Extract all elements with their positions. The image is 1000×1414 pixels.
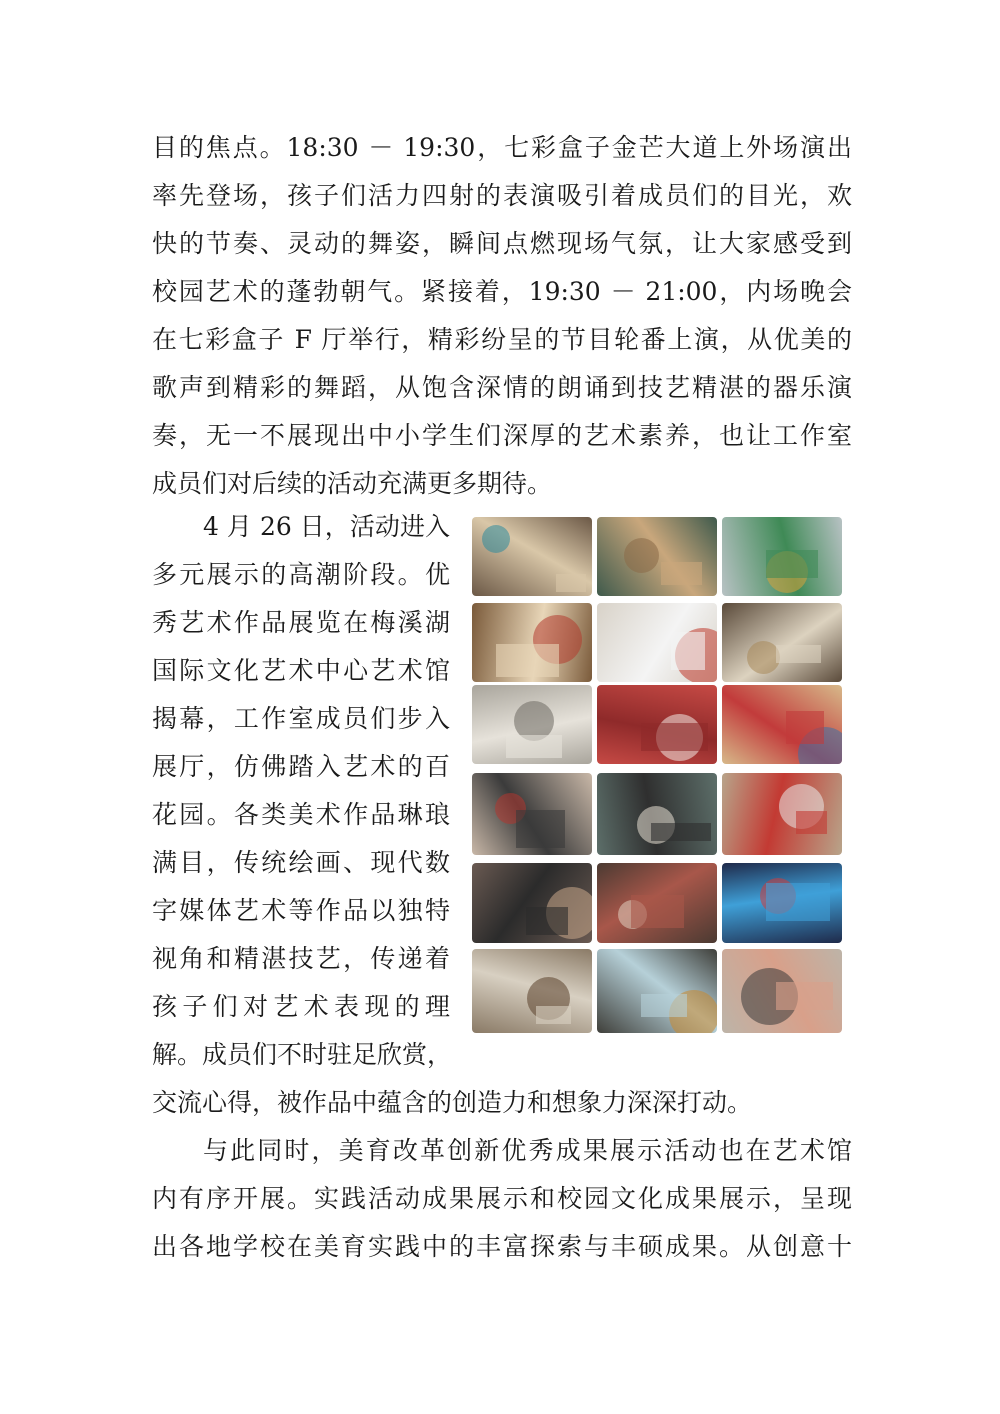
text-line: 快的节奏、灵动的舞姿，瞬间点燃现场气氛，让大家感受到: [152, 229, 852, 258]
craft-table-students-photo: [722, 773, 842, 855]
text-line: 花园。各类美术作品琳琅: [152, 800, 450, 829]
dragon-boat-model-photo: [722, 517, 842, 596]
visitors-conversation-photo: [722, 949, 842, 1033]
text-line: 成员们对后续的活动充满更多期待。: [152, 469, 553, 498]
led-screen-crowd-photo: [722, 863, 842, 943]
market-stall-crowd-photo: [597, 949, 717, 1033]
text-line: 国际文化艺术中心艺术馆: [152, 656, 450, 685]
text-line: 字媒体艺术等作品以独特: [152, 896, 450, 925]
exhibit-cabinet-photo: [472, 517, 592, 596]
photo-collage: [472, 517, 844, 1033]
text-line: 展厅，仿佛踏入艺术的百: [152, 752, 450, 781]
text-line: 校园艺术的蓬勃朝气。紧接着，19:30 － 21:00，内场晚会: [152, 277, 852, 306]
text-line: 率先登场，孩子们活力四射的表演吸引着成员们的目光，欢: [152, 181, 852, 210]
grand-hall-display-photo: [472, 949, 592, 1033]
text-line: 满目，传统绘画、现代数: [152, 848, 450, 877]
text-line: 视角和精湛技艺，传递着: [152, 944, 450, 973]
puppet-showcase-photo: [722, 685, 842, 764]
text-line: 内有序开展。实践活动成果展示和校园文化成果展示，呈现: [152, 1184, 852, 1213]
paper-art-wall-photo: [472, 685, 592, 764]
crowd-hall-photo: [472, 863, 592, 943]
text-line: 在七彩盒子 F 厅举行，精彩纷呈的节目轮番上演，从优美的: [152, 325, 852, 354]
woven-crafts-photo: [472, 603, 592, 682]
text-line: 秀艺术作品展览在梅溪湖: [152, 608, 450, 637]
pottery-display-photo: [722, 603, 842, 682]
text-line: 奏，无一不展现出中小学生们深厚的艺术素养，也让工作室: [152, 421, 852, 450]
women-viewing-crafts-photo: [597, 863, 717, 943]
text-line: 交流心得，被作品中蕴含的创造力和想象力深深打动。: [152, 1088, 753, 1117]
visitor-at-desk-photo: [597, 773, 717, 855]
clay-sculpture-photo: [597, 517, 717, 596]
text-line: 多元展示的高潮阶段。优: [152, 560, 450, 589]
text-line: 与此同时，美育改革创新优秀成果展示活动也在艺术馆: [203, 1136, 852, 1165]
visitors-red-board-photo: [472, 773, 592, 855]
red-exhibition-panel-photo: [597, 685, 717, 764]
text-line: 揭幕，工作室成员们步入: [152, 704, 450, 733]
text-line: 孩子们对艺术表现的理: [152, 992, 450, 1021]
text-line: 出各地学校在美育实践中的丰富探索与丰硕成果。从创意十: [152, 1232, 852, 1261]
text-line: 4 月 26 日，活动进入: [203, 512, 450, 541]
text-line: 目的焦点。18:30 － 19:30，七彩盒子金芒大道上外场演出: [152, 133, 852, 162]
text-line: 解。成员们不时驻足欣赏，: [152, 1040, 453, 1069]
text-line: 歌声到精彩的舞蹈，从饱含深情的朗诵到技艺精湛的器乐演: [152, 373, 852, 402]
students-red-scarves-photo: [597, 603, 717, 682]
